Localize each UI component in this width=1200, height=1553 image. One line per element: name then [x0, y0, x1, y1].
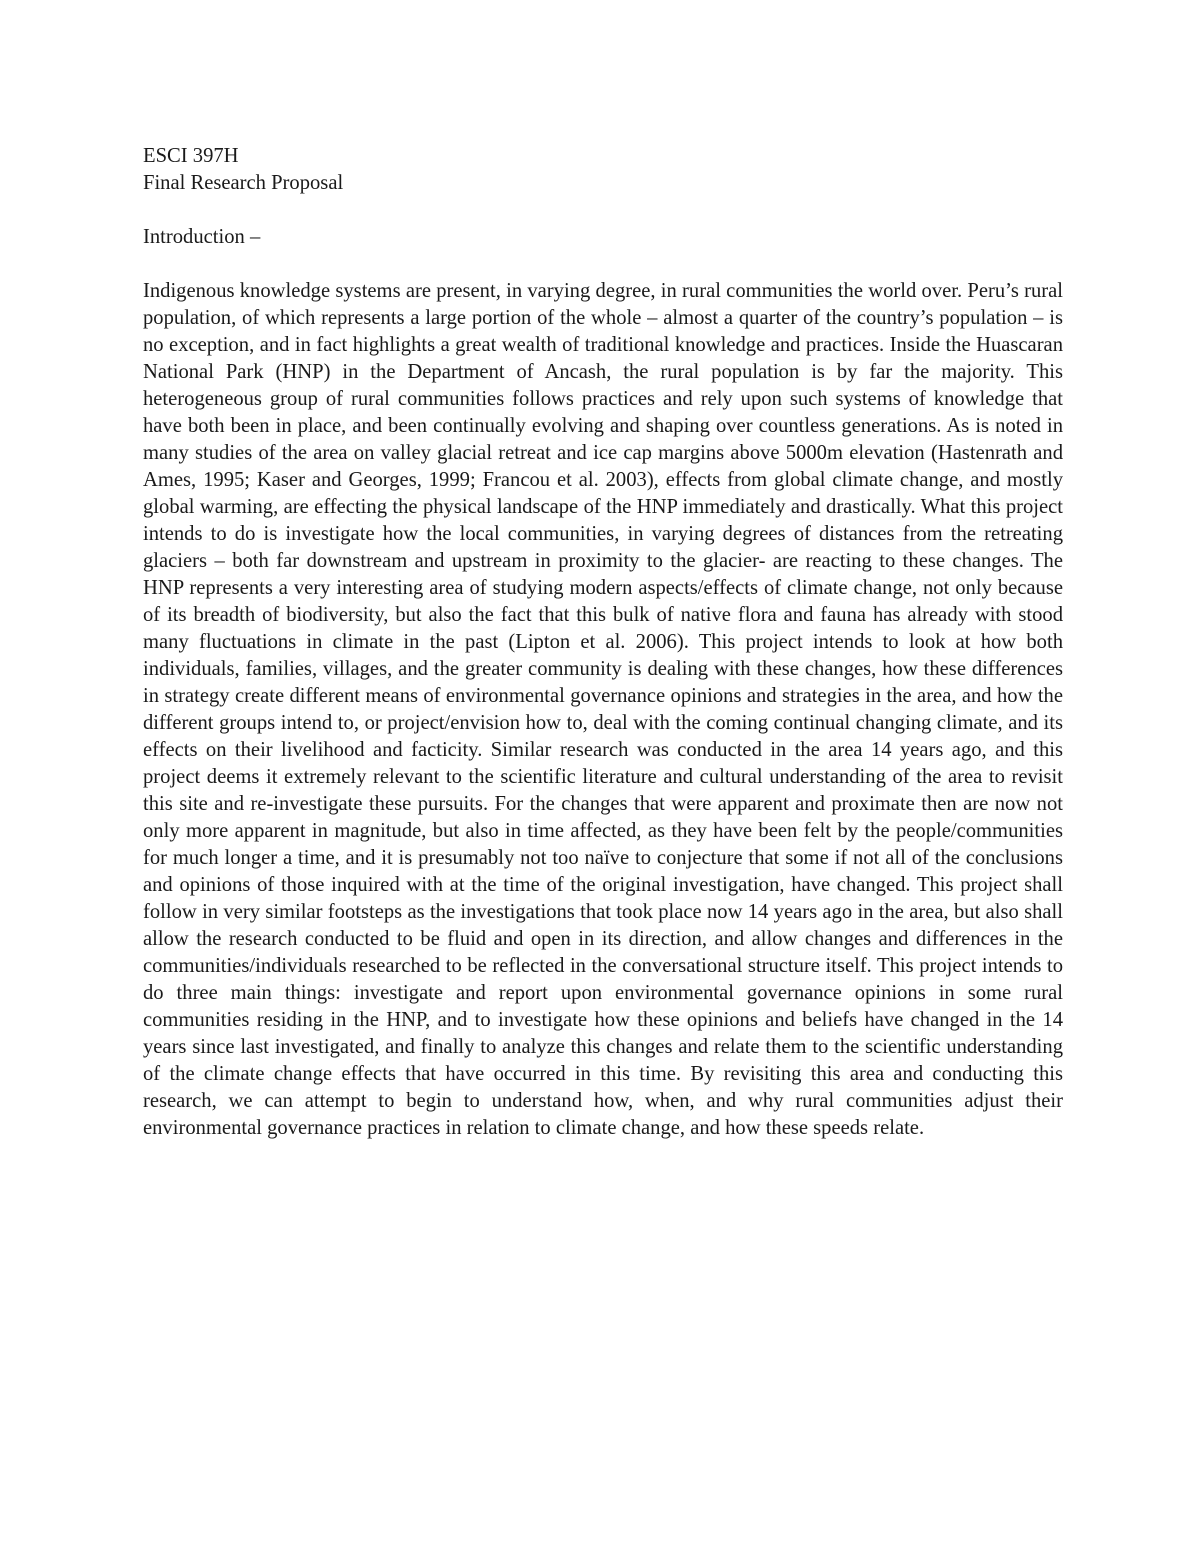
section-heading: Introduction – — [143, 226, 261, 248]
introduction-paragraph: Indigenous knowledge systems are present, in varying degree, in rural communities the world over. Peru’s rural population, of which represents a large portion of the whole – almost a quarter of the country’s population – is no exception, and in fact highlights a great wealth of traditional knowledge and practices. Inside the Huascaran National Park (HNP) in the Department of Ancash, the rural population is by far the majority. This heterogeneous group of rural communities follows practices and rely upon such systems of knowledge that have both been in place, and been continually evolving and shaping over countless generations. As is noted in many studies of the area on valley glacial retreat and ice cap margins above 5000m elevation (Hastenrath and Ames, 1995; Kaser and Georges, 1999; Francou et al. 2003), effects from global climate change, and mostly global warming, are effecting the physical landscape of the HNP immediately and drastically. What this project intends to do is investigate how the local communities, in varying degrees of distances from the retreating glaciers – both far downstream and upstream in proximity to the glacier- are reacting to these changes. The HNP represents a very interesting area of studying modern aspects/effects of climate change, not only because of its breadth of biodiversity, but also the fact that this bulk of native flora and fauna has already with stood many fluctuations in climate in the past (Lipton et al. 2006). This project intends to look at how both individuals, families, villages, and the greater community is dealing with these changes, how these differences in strategy create different means of environmental governance opinions and strategies in the area, and how the different groups intend to, or project/envision how to, deal with the coming continual changing climate, and its effects on their livelihood and facticity. Similar research was conducted in the area 14 years ago, and this project deems it extremely relevant to the scientific literature and cultural understanding of the area to revisit this site and re-investigate these pursuits. For the changes that were apparent and proximate then are now not only more apparent in magnitude, but also in time affected, as they have been felt by the people/communities for much longer a time, and it is presumably not too naïve to conjecture that some if not all of the conclusions and opinions of those inquired with at the time of the original investigation, have changed. This project shall follow in very similar footsteps as the investigations that took place now 14 years ago in the area, but also shall allow the research conducted to be fluid and open in its direction, and allow changes and differences in the communities/individuals researched to be reflected in the conversational structure itself. This project intends to do three main things: investigate and report upon environmental governance opinions in some rural communities residing in the HNP, and to investigate how these opinions and beliefs have changed in the 14 years since last investigated, and finally to analyze this changes and relate them to the scientific understanding of the climate change effects that have occurred in this time. By revisiting this area and conducting this research, we can attempt to begin to understand how, when, and why rural communities adjust their environmental governance practices in relation to climate change, and how these speeds relate. — [143, 280, 1063, 1139]
document-content — [143, 143, 1063, 1142]
document-title: Final Research Proposal — [143, 172, 344, 194]
spacer — [143, 251, 1063, 278]
course-code: ESCI 397H — [143, 145, 239, 167]
spacer — [143, 197, 1063, 224]
